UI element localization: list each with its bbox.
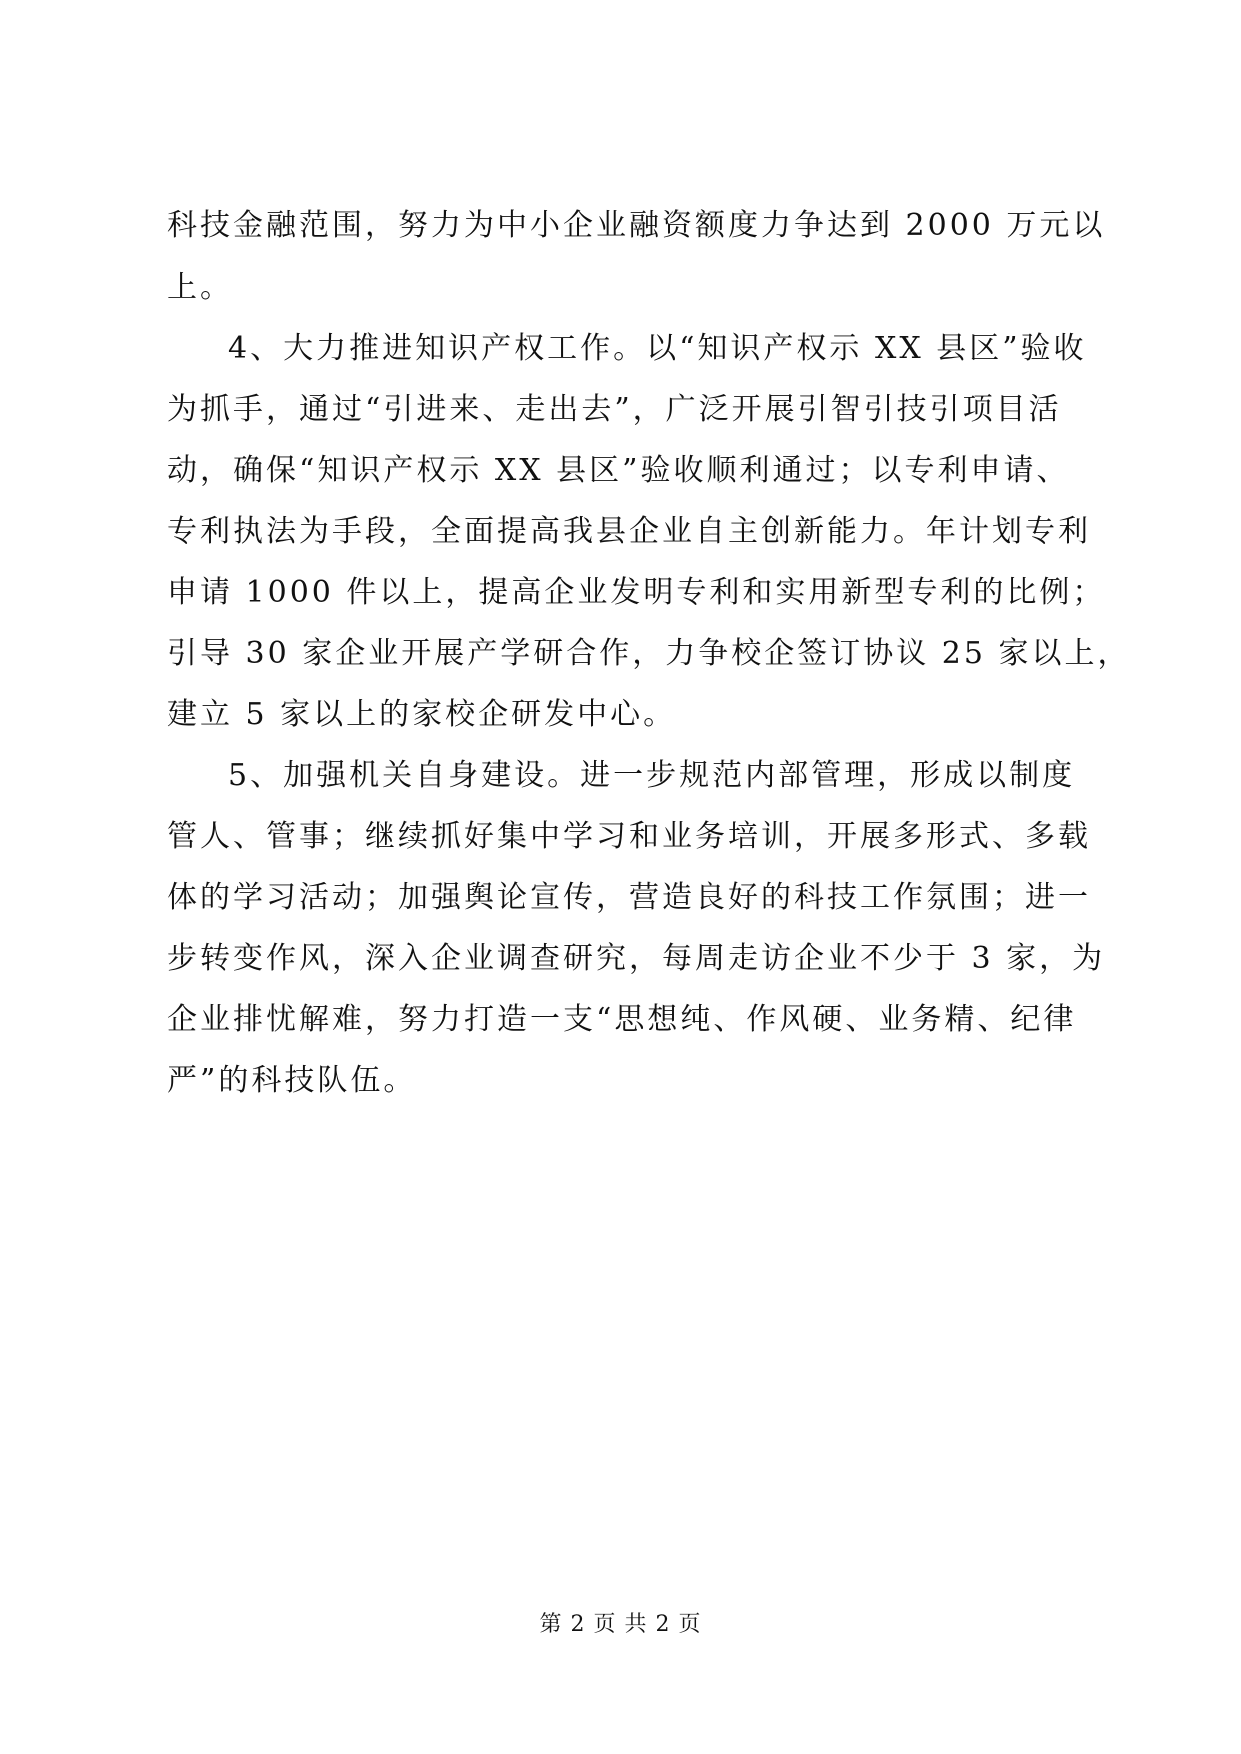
paragraph-4-line-2: 为抓手，通过“引进来、走出去”，广泛开展引智引技引项目活 xyxy=(167,392,1062,427)
paragraph-4-line-7: 建立 5 家以上的家校企研发中心。 xyxy=(167,697,677,732)
paragraph-5-line-6: 严”的科技队伍。 xyxy=(167,1063,417,1098)
paragraph-continuation-line-2: 上。 xyxy=(167,270,233,305)
paragraph-4-line-1: 4、大力推进知识产权工作。以“知识产权示 XX 县区”验收 xyxy=(228,331,1087,366)
paragraph-5-line-4: 步转变作风，深入企业调查研究，每周走访企业不少于 3 家，为 xyxy=(167,941,1106,976)
paragraph-5-line-5: 企业排忧解难，努力打造一支“思想纯、作风硬、业务精、纪律 xyxy=(167,1002,1077,1037)
paragraph-5-line-1: 5、加强机关自身建设。进一步规范内部管理，形成以制度 xyxy=(228,758,1076,793)
paragraph-4-line-3: 动，确保“知识产权示 XX 县区”验收顺利通过；以专利申请、 xyxy=(167,453,1070,488)
paragraph-4-line-6: 引导 30 家企业开展产学研合作，力争校企签订协议 25 家以上， xyxy=(167,636,1131,671)
paragraph-4-line-4: 专利执法为手段，全面提高我县企业自主创新能力。年计划专利 xyxy=(167,514,1091,549)
page-number-footer: 第 2 页 共 2 页 xyxy=(539,1612,702,1637)
paragraph-5-line-3: 体的学习活动；加强舆论宣传，营造良好的科技工作氛围；进一 xyxy=(167,880,1091,915)
paragraph-5-line-2: 管人、管事；继续抓好集中学习和业务培训，开展多形式、多载 xyxy=(167,819,1091,854)
paragraph-4-line-5: 申请 1000 件以上，提高企业发明专利和实用新型专利的比例； xyxy=(167,575,1106,610)
paragraph-continuation-line-1: 科技金融范围，努力为中小企业融资额度力争达到 2000 万元以 xyxy=(167,208,1106,243)
